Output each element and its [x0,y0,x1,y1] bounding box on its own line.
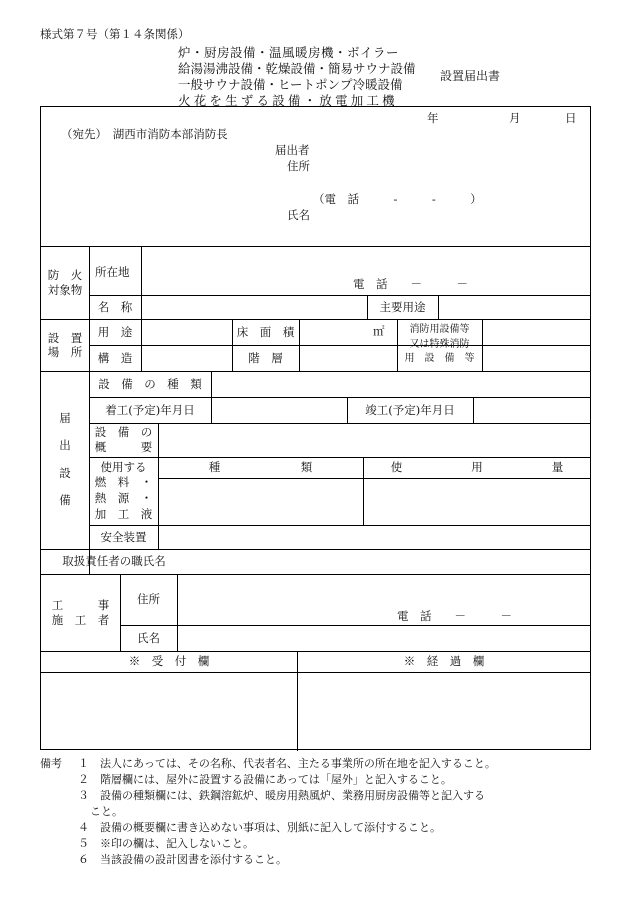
title-line-4: 火花を生ずる設備・放電加工機 [178,93,398,108]
divider [41,672,591,673]
start-date-label: 着工(予定)年月日 [105,402,195,417]
divider [177,574,178,651]
form-number: 様式第７号（第１４条関係） [40,27,190,41]
divider [141,246,142,371]
use-label: 用 途 [97,324,133,339]
end-date-label: 竣工(予定)年月日 [365,402,455,417]
progress-header: ※ 経 過 欄 [403,654,485,669]
applicant-address-label: 住所 [287,159,310,173]
main-use-label: 主要用途 [379,299,426,314]
floor-area-label: 床 面 積 [236,324,295,339]
date-year: 年 [427,111,439,125]
title-line-1: 炉・厨房設備・温風暖房機・ボイラー [178,45,400,60]
fire-target-label: 防 火 対象物 [47,268,83,297]
applicant-name-label: 氏名 [287,208,310,222]
divider [473,397,474,423]
divider [482,319,483,371]
note-item: ２ 階層欄には、屋外に設置する設備にあっては「屋外」と記入すること。 [78,773,452,786]
fuel-label: 使用する 燃 料 ・ 熱 源 ・ 加 工 液 [94,459,153,521]
equipment-type-label: 設 備 の 種 類 [98,376,202,391]
divider [89,423,591,424]
summary-label: 設 備 の 概 要 [94,425,153,454]
addressee: （宛先） 湖西市消防本部消防長 [61,127,228,141]
equipment-label: 届 出 設 備 [59,410,71,508]
divider [158,423,159,549]
notes-label: 備考 [40,757,62,770]
divider [211,371,212,397]
note-item: こと。 [90,805,123,818]
reception-header: ※ 受 付 欄 [128,654,210,669]
applicant-label: 届出者 [275,143,310,157]
note-item: ６ 当該設備の設計図書を添付すること。 [78,853,287,866]
usage-header: 使 用 量 [390,460,564,475]
fire-target-phone: 電 話 － － [353,277,468,291]
divider [120,625,591,626]
fire-equipment-label: 消防用設備等 又は特殊消防 用 設 備 等 [404,324,475,365]
kind-header: 種 類 [208,460,313,475]
manager-label: 取扱責任者の職氏名 [62,554,166,569]
contractor-address-label: 住所 [137,592,160,607]
title-suffix: 設置届出書 [440,69,501,83]
title-line-3: 一般サウナ設備・ヒートポンプ冷暖設備 [178,77,403,92]
name-label: 名 称 [97,299,133,314]
note-item: ５ ※印の欄は、記入しないこと。 [78,837,254,850]
divider [89,295,591,296]
note-item: ３ 設備の種類欄には、鉄鋼溶鉱炉、暖房用熱風炉、業務用厨房設備等と記入する [78,789,485,802]
safety-device-label: 安全装置 [100,529,147,544]
divider [438,295,439,319]
note-item: ４ 設備の概要欄に書き込めない事項は、別紙に記入して添付すること。 [78,821,441,834]
applicant-phone: （電 話 - - ） [313,192,482,206]
contractor-phone: 電 話 － － [397,609,512,623]
contractor-label: 工 事 施 工 者 [51,597,110,627]
divider [299,319,300,371]
date-month: 月 [509,111,521,125]
divider [89,345,591,346]
date-day: 日 [565,111,577,125]
divider [211,397,212,423]
title-line-2: 給湯湯沸設備・乾燥設備・簡易サウナ設備 [178,61,416,76]
floor-label: 階 層 [248,350,283,365]
notification-form [40,106,591,750]
location-label: 所在地 [95,265,130,279]
structure-label: 構 造 [97,350,133,365]
divider [89,525,591,526]
divider [158,478,591,479]
contractor-name-label: 氏名 [137,630,160,645]
floor-area-unit: ㎡ [373,324,385,338]
installation-label: 設 置 場 所 [47,330,83,359]
note-item: １ 法人にあっては、その名称、代表者名、主たる事業所の所在地を記入すること。 [78,757,496,770]
